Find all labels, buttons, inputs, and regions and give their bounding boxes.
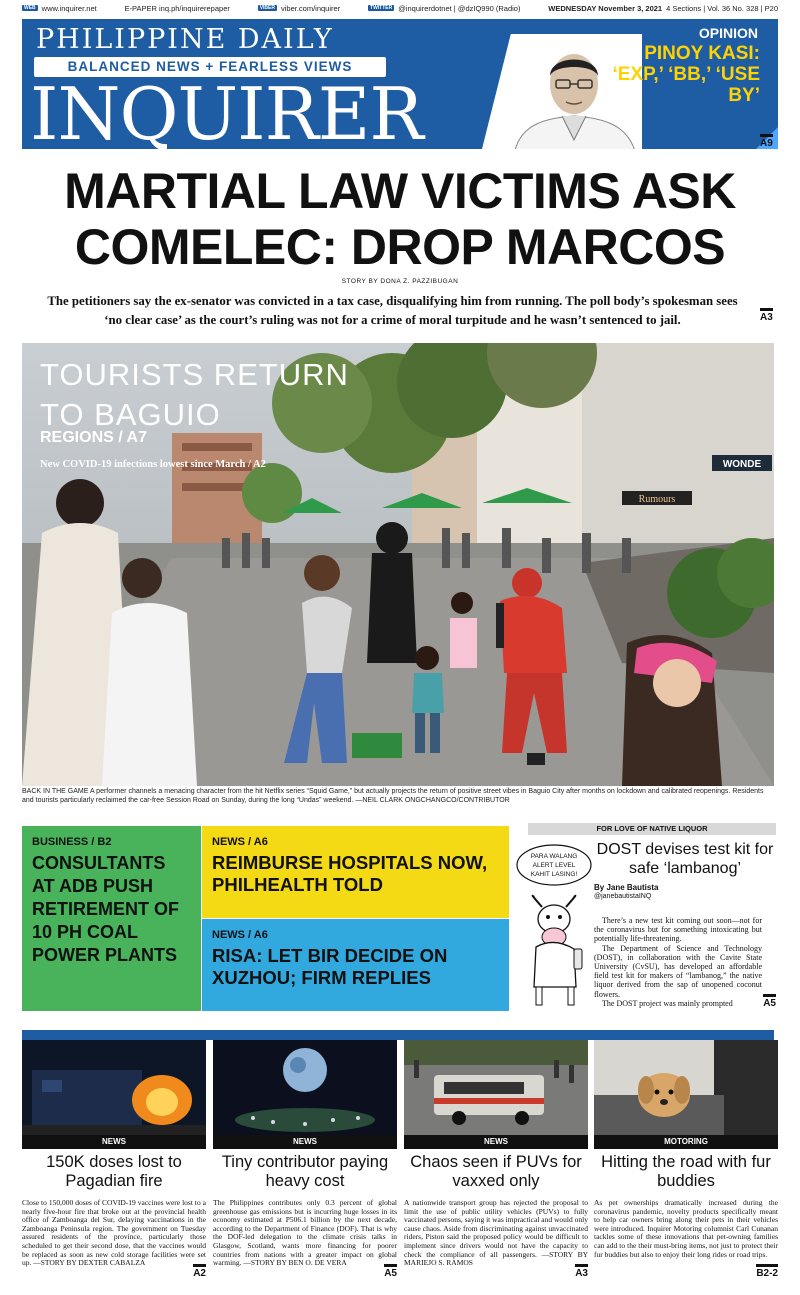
card-page-ref: B2-2	[756, 1263, 778, 1281]
main-photo[interactable]	[22, 343, 774, 786]
photo-subtitle[interactable]: New COVID-19 infections lowest since March / A2	[40, 459, 266, 470]
article-body: There’s a new test kit coming out soon—not for the coronavirus but for something intoxicating but potentially life-threatening. The Department of Science and Technology (DOST), in collaboration with the Cavite State University (CvSU), has developed an affordable field test kit for makers of “lambanog,” the native liquor derived from the sap of unopened coconut flowers. The DOST project was mainly prompted	[594, 916, 762, 1008]
lead-headline[interactable]: MARTIAL LAW VICTIMS ASK COMELEC: DROP MARCOS	[64, 163, 736, 275]
carabao-cartoon	[514, 837, 594, 1012]
photo-section-ref[interactable]: REGIONS / A7	[40, 429, 147, 446]
card-page-ref: A5	[384, 1263, 397, 1281]
photo-caption: BACK IN THE GAME A performer channels a menacing character from the hit Netflix series “Squid Game,” but actually projects the return of positive street vibes in Baguio City after months on lockdown and calibrated reopenings. Residents and tourists particularly reclaimed the car-free Session Road on Sunday, during the long “Undas” weekend. —NEIL CLARK ONGCHANGCO/CONTRIBUTOR	[22, 788, 764, 804]
viber-tag: VIBER	[259, 5, 275, 11]
card-title[interactable]: Hitting the road with fur buddies	[601, 1153, 771, 1190]
masthead-tagline: BALANCED NEWS + FEARLESS VIEWS	[34, 57, 386, 77]
author-twitter[interactable]: @janebautistaINQ	[594, 893, 652, 900]
business-tile[interactable]	[22, 826, 201, 1011]
card-body: Close to 150,000 doses of COVID-19 vaccines were lost to a nearly five-hour fire that broke out at the provincial health office of Zamboanga del Sur, delaying vaccinations in the Zamboanga Peninsula region. The government on Tuesday assured residents of the province, particularly those scheduled to get their second dose, that the vaccines would be replaced as soon as new cold storage facilities were set up. —STORY BY DEXTER CABALZA	[22, 1199, 206, 1268]
website-link[interactable]: www.inquirer.net	[41, 3, 97, 13]
card-label: NEWS	[213, 1135, 397, 1149]
masthead-line1: PHILIPPINE DAILY	[36, 24, 334, 55]
viber-link[interactable]: viber.com/inquirer	[280, 3, 341, 13]
top-strip	[22, 2, 778, 14]
story-card-motoring[interactable]	[594, 1040, 778, 1287]
story-card-climate[interactable]	[213, 1040, 397, 1287]
card-body: The Philippines contributes only 0.3 percent of global greenhouse gas emissions but is incurring huge losses in its economy estimated at P506.1 billion by the next decade, according to the Department of Finance (DOF). That is why the DOF-led delegation to the climate crisis talks in Glasgow, Scotland, wants more financing for poorer countries from nations with a greater impact on global warming. —STORY BY BEN O. DE VERA	[213, 1199, 397, 1268]
philhealth-tile[interactable]	[202, 826, 509, 918]
web-tag: WEB	[24, 5, 36, 11]
article-byline: By Jane Bautista	[594, 883, 659, 892]
opinion-label: OPINION	[698, 25, 758, 41]
card-body: As pet ownerships dramatically increased during the coronavirus pandemic, novelty products specifically meant to help car owners bring along their pets in their vehicles were introduced. Inquirer Motoring columnist Carl Cunanan tackles some of these innovations that pet-owning families can add to the their must-bring items, not just to protect their fur buddies but also to enjoy their long rides or road trips.	[594, 1199, 778, 1259]
issue-info: 4 Sections | Vol. 36 No. 328 | P20	[666, 3, 778, 13]
lead-deck: The petitioners say the ex-senator was convicted in a tax case, disqualifying him from running. The poll body’s spokesman sees ‘no clear case’ as the court’s ruling was not for a crime of moral turpitude and he wasn’t sentenced to jail.	[47, 294, 738, 327]
fire-photo	[22, 1040, 206, 1135]
shop-sign-rumours: Rumours	[638, 494, 676, 505]
epaper-link[interactable]: E-PAPER inq.ph/inquirerepaper	[124, 3, 230, 13]
article-title[interactable]: DOST devises test kit for safe ‘lambanog’	[596, 841, 774, 877]
jeepney-photo	[404, 1040, 588, 1135]
svg-text:KAHIT LASING!: KAHIT LASING!	[530, 871, 578, 878]
section-divider-bar	[22, 1030, 774, 1040]
photo-title[interactable]: TOURISTS RETURN TO BAGUIO	[40, 357, 349, 432]
tile-section: NEWS / A6	[212, 929, 268, 941]
masthead-logo: INQUIRER	[30, 72, 423, 149]
card-title[interactable]: Chaos seen if PUVs for vaxxed only	[410, 1153, 582, 1190]
opinion-ref: A9	[760, 133, 773, 151]
story-card-fire[interactable]	[22, 1040, 206, 1287]
tile-headline: CONSULTANTS AT ADB PUSH RETIREMENT OF 10 PH COAL POWER PLANTS	[32, 853, 179, 965]
svg-text:PARA WALANG: PARA WALANG	[530, 853, 578, 860]
opinion-title[interactable]: PINOY KASI: ‘EXP,’ ‘BB,’ ‘USE BY’	[612, 43, 760, 106]
tile-section: BUSINESS / B2	[32, 836, 112, 848]
svg-text:ALERT LEVEL: ALERT LEVEL	[532, 862, 576, 869]
xuzhou-tile[interactable]	[202, 919, 509, 1011]
card-label: NEWS	[22, 1135, 206, 1149]
lead-byline: STORY BY DONA Z. PAZZIBUGAN	[341, 278, 459, 285]
story-card-puv[interactable]	[404, 1040, 588, 1287]
article-page-ref: A5	[763, 993, 776, 1011]
card-page-ref: A2	[193, 1263, 206, 1281]
article-kicker: FOR LOVE OF NATIVE LIQUOR	[528, 823, 776, 835]
twitter-link[interactable]: @inquirerdotnet | @dzIQ990 (Radio)	[398, 3, 521, 13]
card-page-ref: A3	[575, 1263, 588, 1281]
lambanog-article	[514, 823, 776, 1013]
lead-ref: A3	[760, 307, 773, 325]
card-title[interactable]: 150K doses lost to Pagadian fire	[46, 1153, 182, 1190]
tile-headline: RISA: LET BIR DECIDE ON XUZHOU; FIRM REPLIES	[212, 945, 448, 988]
card-label: MOTORING	[594, 1135, 778, 1149]
twitter-tag: TWITTER	[370, 5, 393, 11]
tile-section: NEWS / A6	[212, 836, 268, 848]
card-body: A nationwide transport group has rejected the proposal to limit the use of public utility vehicles (PUVs) to fully vaccinated persons, saying it was impractical and would only cause chaos. Aside from discriminating against unvaccinated riders, Piston said the proposed policy would be difficult to implement since drivers would not have the capacity to check the compliance of all passengers. —STORY BY MARIEJO S. RAMOS	[404, 1199, 588, 1268]
summit-photo	[213, 1040, 397, 1135]
card-label: NEWS	[404, 1135, 588, 1149]
shop-sign: WONDE	[722, 459, 762, 470]
tile-headline: REIMBURSE HOSPITALS NOW, PHILHEALTH TOLD	[212, 852, 488, 895]
issue-date: WEDNESDAY November 3, 2021	[548, 3, 663, 13]
masthead	[22, 19, 778, 149]
dog-photo	[594, 1040, 778, 1135]
card-title[interactable]: Tiny contributor paying heavy cost	[221, 1153, 389, 1190]
